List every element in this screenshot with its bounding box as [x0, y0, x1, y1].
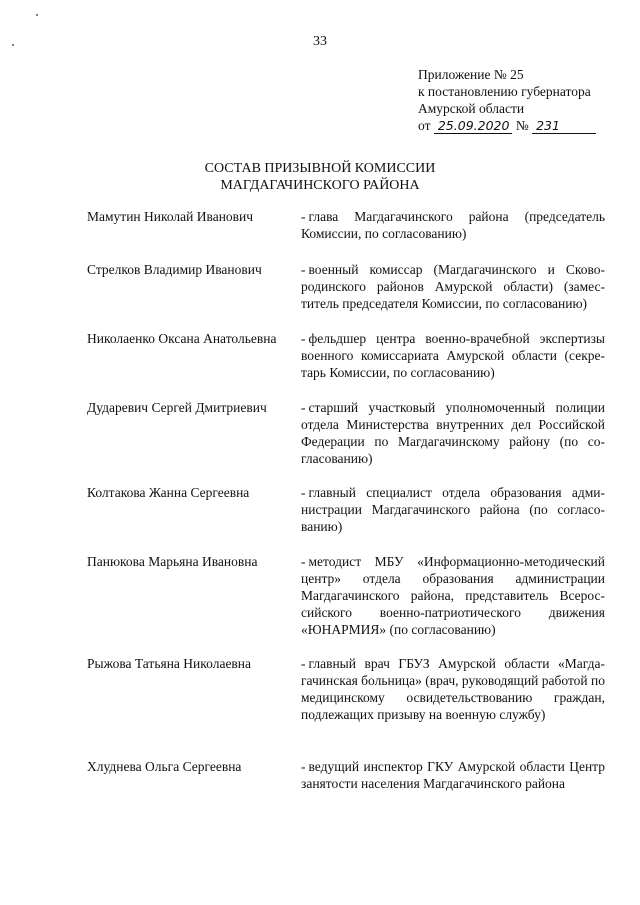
member-role: - ведущий инспектор ГКУ Амурской области Центр занятости населения Магдагачинского района — [301, 759, 605, 791]
member-role: - главный врач ГБУЗ Амурской области «Магда-гачинская больница» (врач, руководящий работой по медицинскому освидетельствованию граждан, подлежащих призыву на военную службу) — [301, 656, 606, 722]
member-row — [87, 399, 605, 484]
member-name: Стрелков Владимир Иванович — [87, 262, 262, 277]
member-row — [87, 484, 605, 553]
date-prefix: от — [418, 118, 431, 133]
title-line-1: СОСТАВ ПРИЗЫВНОЙ КОМИССИИ — [204, 161, 436, 176]
member-name: Хлуднева Ольга Сергеевна — [87, 759, 242, 774]
member-name: Колтакова Жанна Сергеевна — [87, 485, 250, 500]
page-number: 33 — [313, 34, 327, 49]
member-role: - старший участковый уполномоченный полиции отдела Министерства внутренних дел Российской Федерации по Магдагачинскому району (по со-гласованию) — [301, 400, 605, 466]
member-role: - методист МБУ «Информационно-методический центр» отдела образования администрации Магдагачинского района, представитель Всерос-сийского военно-патриотического движения «ЮНАРМИЯ» (по согласованию) — [301, 554, 605, 637]
member-row — [87, 553, 605, 655]
number-prefix: № — [515, 118, 529, 133]
appendix-reference: к постановлению губернатора — [418, 84, 591, 99]
member-name: Мамутин Николай Иванович — [87, 209, 254, 224]
appendix-date-line — [418, 117, 596, 134]
member-role: - главный специалист отдела образования адми-нистрации Магдагачинского района (по согласо-ванию) — [301, 485, 605, 534]
member-row — [87, 655, 605, 758]
member-row — [87, 758, 605, 818]
title-line-2: МАГДАГАЧИНСКОГО РАЙОНА — [220, 178, 420, 193]
member-role: - военный комиссар (Магдагачинского и Сково-родинского районов Амурской области) (замес-титель председателя Комиссии, по согласованию) — [301, 262, 605, 311]
member-row — [87, 330, 605, 399]
handwritten-number: 231 — [532, 118, 596, 134]
scan-speck — [36, 14, 38, 16]
member-name: Панюкова Марьяна Ивановна — [87, 554, 258, 569]
appendix-region: Амурской области — [418, 101, 525, 116]
member-name: Николаенко Оксана Анатольевна — [87, 331, 277, 346]
appendix-block — [418, 66, 596, 134]
handwritten-date: 25.09.2020 — [434, 118, 513, 134]
member-role: - глава Магдагачинского района (председатель Комиссии, по согласованию) — [301, 209, 605, 241]
appendix-number: Приложение № 25 — [418, 67, 524, 82]
member-role: - фельдшер центра военно-врачебной экспертизы военного комиссариата Амурской области (секре-тарь Комиссии, по согласованию) — [301, 331, 605, 380]
member-list — [87, 208, 605, 818]
member-row — [87, 208, 605, 261]
member-name: Дударевич Сергей Дмитриевич — [87, 400, 267, 415]
member-row — [87, 261, 605, 330]
document-title — [0, 160, 640, 194]
member-name: Рыжова Татьяна Николаевна — [87, 656, 252, 671]
